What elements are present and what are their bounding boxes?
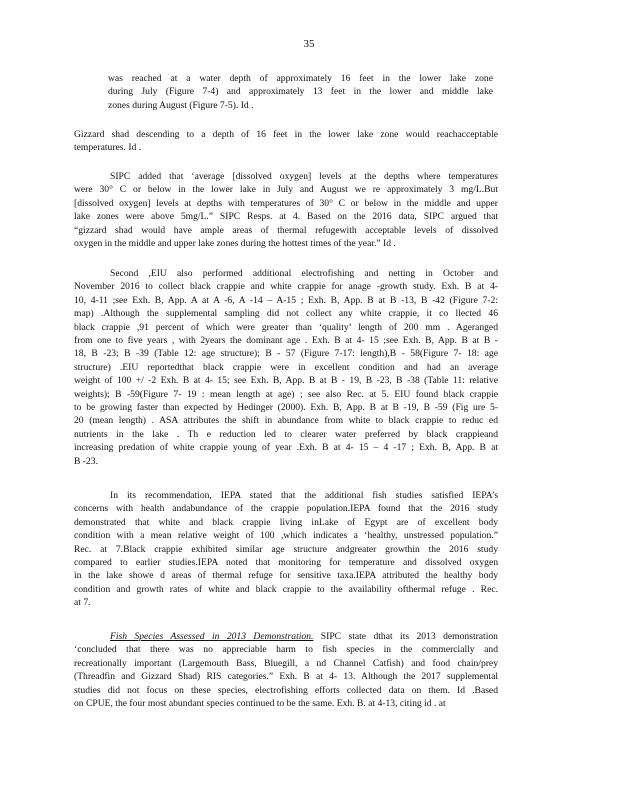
paragraph-6	[74, 630, 498, 710]
text-line: (Threadfin and Gizzard Shad) RIS categories.” Exh. B at 4- 13. Although the 2017 supplemental	[74, 671, 498, 683]
text-line	[74, 630, 498, 643]
paragraph-4	[74, 267, 498, 468]
page-number: 35	[303, 38, 315, 50]
text-line: Gizzard shad descending to a depth of 16 feet in the lower lake zone would reachacceptable	[74, 129, 498, 140]
text-line: 10, 4-11 ;see Exh. B, App. A at A -6, A -14 – A-15 ; Exh. B, App. B at B -13, B -42 (Figure 7-2:	[74, 294, 498, 306]
text-line: from one to five years , with 2years the dominant age . Exh. B at 4- 15 ;see Exh. B, App. B at B -	[74, 335, 498, 347]
heading-line-rest: SIPC state dthat its 2013 demonstration	[313, 631, 498, 642]
paragraph-2	[74, 128, 498, 155]
section-heading: Fish Species Assessed in 2013 Demonstration.	[110, 631, 314, 642]
text-line: November 2016 to collect black crappie and white crappie for anage -growth study. Exh. B at 4-	[74, 281, 498, 293]
text-line: “gizzard shad would have ample areas of thermal refugewith acceptable levels of dissolved	[74, 224, 498, 236]
text-line: structure) .EIU reportedthat black crappie were in excellent condition and had an average	[74, 361, 498, 373]
text-line: demonstrated that white and black crappie living inLake of Egypt are of excellent body	[74, 516, 498, 528]
text-line: at 7.	[74, 597, 91, 609]
paragraph-3	[74, 170, 498, 250]
text-line: on CPUE, the four most abundant species continued to be the same. Exh. B. at 4-13, citing id . at	[74, 698, 446, 710]
text-line: recreationally important (Largemouth Bass, Bluegill, a nd Channel Catfish) and food chain/prey	[74, 657, 498, 669]
text-line: during July (Figure 7-4) and approximately 13 feet in the lower and middle lake	[108, 86, 493, 98]
text-line: oxygen in the middle and upper lake zones during the hottest times of the year.” Id .	[74, 238, 396, 250]
text-line: weights); B -59(Figure 7- 19 : mean length at age) ; see also Rec. at 5. EIU found black crappie	[74, 388, 498, 400]
text-line: studies did not focus on these species, electrofishing efforts collected data on them. Id .Based	[74, 684, 498, 696]
text-line: Rec. at 7.Black crappie exhibited similar age structure andgreater growthin the 2016 study	[74, 543, 498, 555]
text-line: SIPC added that ‘average [dissolved oxygen] levels at the depths where temperatures	[110, 171, 498, 182]
text-line: Second ,EIU also performed additional electrofishing and netting in October and	[110, 268, 498, 279]
text-line: In its recommendation, IEPA stated that the additional fish studies satisfied IEPA’s	[110, 490, 498, 501]
text-line: was reached at a water depth of approximately 16 feet in the lower lake zone	[108, 73, 493, 84]
text-line: were 30° C or below in the lower lake in July and August we re approximately 3 mg/L.But	[74, 184, 498, 196]
text-line: increasing predation of white crappie young of year .Exh. B at 4- 15 – 4 -17 ; Exh. B, App. B at	[74, 442, 498, 454]
text-line: lake zones were above 5mg/L.” SIPC Resps. at 4. Based on the 2016 data, SIPC argued that	[74, 211, 498, 223]
paragraph-1	[108, 72, 493, 112]
text-line: temperatures. Id .	[74, 142, 142, 154]
text-line: to be growing faster than expected by Hedinger (2000). Exh. B, App. B at B -19, B -59 (Fig ure 5-	[74, 402, 498, 414]
text-line: weight of 100 +/ -2 Exh. B at 4- 15; see Exh. B, App. B at B - 19, B -23, B -38 (Table 11: relative	[74, 375, 498, 387]
text-line: [dissolved oxygen] levels at depths with temperatures of 30° C or below in the middle and upper	[74, 197, 498, 209]
text-line: condition with a mean relative weight of 100 ,which indicates a ‘healthy, unstressed population.”	[74, 530, 498, 542]
text-line: map) .Although the supplemental sampling did not collect any white crappie, it co llected 46	[74, 308, 498, 320]
text-line: 20 (mean length) . ASA attributes the shift in abundance from white to black crappie to reduc ed	[74, 415, 498, 427]
text-line: in the lake showe d areas of thermal refuge for sensitive taxa.IEPA attributed the healthy body	[74, 570, 498, 582]
text-line: compared to earlier studies.IEPA noted that monitoring for temperature and dissolved oxygen	[74, 557, 498, 569]
paragraph-5	[74, 489, 498, 610]
text-line: 18, B -23; B -39 (Table 12: age structure); B - 57 (Figure 7-17: length),B - 58(Figure 7- 18: age	[74, 348, 498, 360]
text-line: B -23.	[74, 455, 98, 467]
text-line: black crappie ,91 percent of which were greater than ‘quality’ length of 200 mm . Ageranged	[74, 321, 498, 333]
text-line: zones during August (Figure 7-5). Id .	[108, 99, 254, 111]
text-line: nutrients in the lake . Th e reduction led to clearer water preferred by black crappieand	[74, 428, 498, 440]
text-line: ‘concluded that there was no appreciable harm to fish species in the commercially and	[74, 644, 498, 656]
text-line: condition and growth rates of white and black crappie to the availability ofthermal refuge . Rec.	[74, 583, 498, 595]
text-line: concerns with health andabundance of the crappie population.IEPA found that the 2016 study	[74, 503, 498, 515]
